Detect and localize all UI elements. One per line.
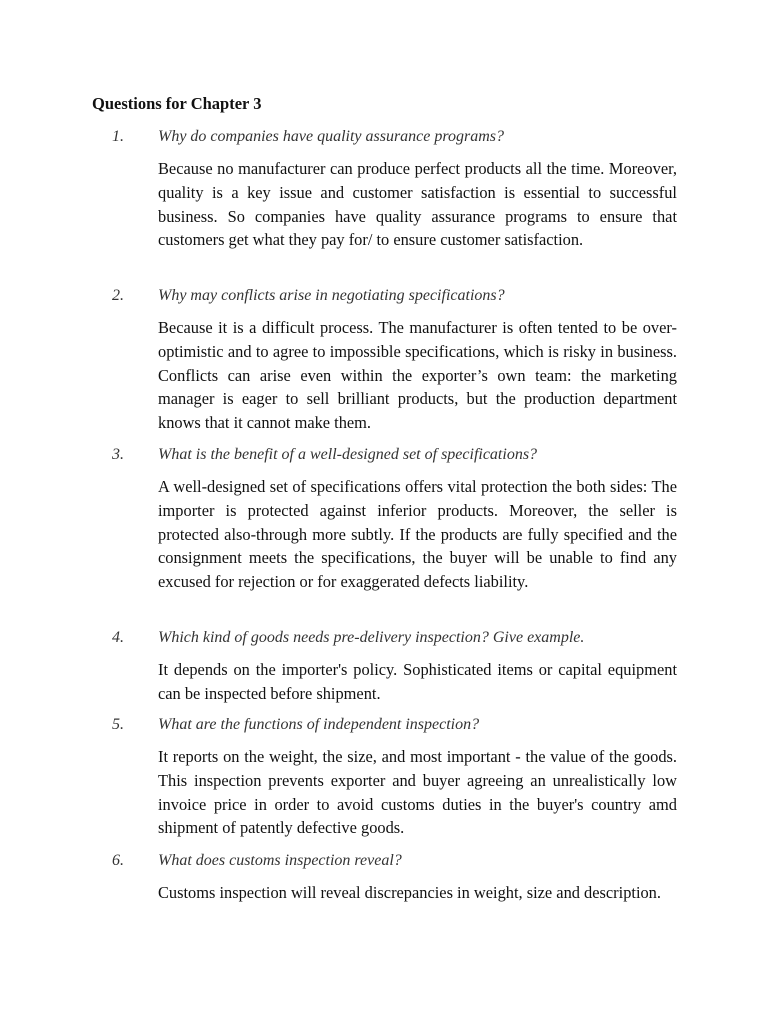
question-number: 4. bbox=[112, 629, 124, 646]
question-text: Why do companies have quality assurance programs? bbox=[158, 128, 505, 145]
question-text: Which kind of goods needs pre-delivery inspection? Give example. bbox=[158, 629, 585, 646]
question-number: 2. bbox=[112, 287, 124, 304]
question-number: 1. bbox=[112, 128, 124, 145]
answer-text: It depends on the importer's policy. Sophisticated items or capital equipment can be inspected before shipment. bbox=[158, 660, 677, 703]
question-number: 3. bbox=[112, 446, 124, 463]
answer-text: Because it is a difficult process. The manufacturer is often tented to be over- optimistic and to agree to impossible specifications, which is risky in business. Conflicts can arise even within the exporter’s own team: the marketing manager is eager to sell brilliant products, but the production department knows that it cannot make them. bbox=[158, 318, 677, 433]
answer-text: It reports on the weight, the size, and most important - the value of the goods. This inspection prevents exporter and buyer agreeing an unrealistically low invoice price in order to avoid customs duties in the buyer's country amd shipment of patently defective goods. bbox=[158, 747, 677, 838]
answer-text: A well-designed set of specifications offers vital protection the both sides: The importer is protected against inferior products. Moreover, the seller is protected also-through more subtly. If the products are fully specified and the consignment meets the specifications, the buyer will be unable to find any excused for rejection or for exaggerated defects liability. bbox=[158, 477, 677, 592]
question-text: What are the functions of independent inspection? bbox=[158, 716, 480, 733]
answer-text: Customs inspection will reveal discrepancies in weight, size and description. bbox=[158, 883, 661, 902]
question-text: Why may conflicts arise in negotiating specifications? bbox=[158, 287, 505, 304]
page-title: Questions for Chapter 3 bbox=[92, 94, 262, 113]
answer-text: Because no manufacturer can produce perfect products all the time. Moreover, quality is a key issue and customer satisfaction is essential to successful business. So companies have quality assurance programs to ensure that customers get what they pay for/ to ensure customer satisfaction. bbox=[158, 159, 677, 250]
question-text: What is the benefit of a well-designed set of specifications? bbox=[158, 446, 538, 463]
question-number: 5. bbox=[112, 716, 124, 733]
question-text: What does customs inspection reveal? bbox=[158, 852, 402, 869]
question-number: 6. bbox=[112, 852, 124, 869]
